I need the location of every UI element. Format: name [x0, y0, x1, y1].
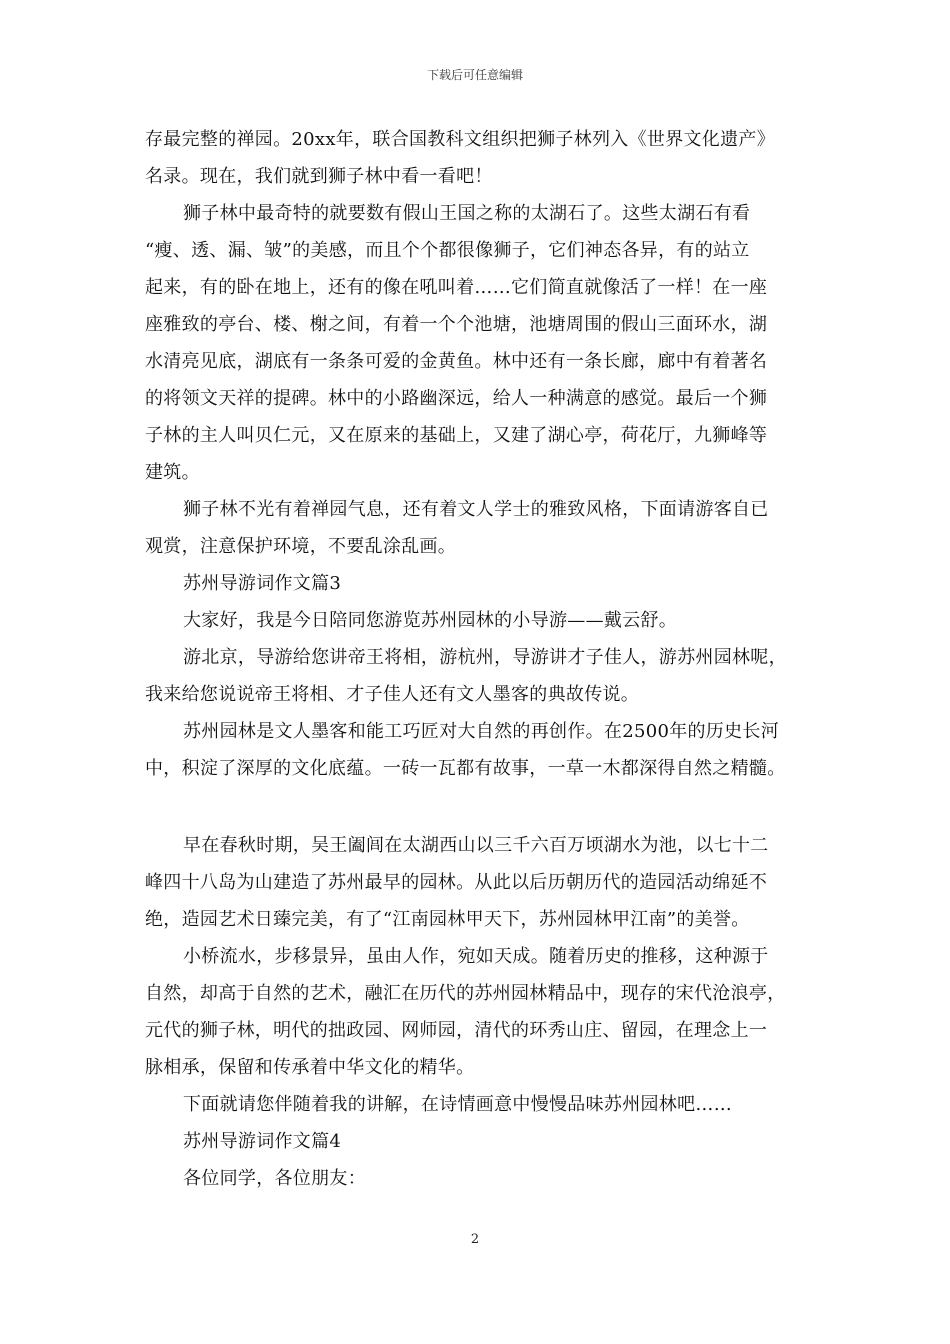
text-line: 脉相承，保留和传承着中华文化的精华。	[145, 1057, 475, 1078]
text-line: 名录。现在，我们就到狮子林中看一看吧！	[145, 166, 493, 187]
text-line: 中，积淀了深厚的文化底蕴。一砖一瓦都有故事，一草一木都深得自然之精髓。	[145, 758, 786, 779]
text-line: 狮子林中最奇特的就要数有假山王国之称的太湖石了。这些太湖石有看	[183, 203, 751, 224]
text-line: 水清亮见底，湖底有一条条可爱的金黄鱼。林中还有一条长廊，廊中有着著名	[145, 351, 768, 372]
text-line: 的将领文天祥的提碑。林中的小路幽深远，给人一种满意的感觉。最后一个狮	[145, 388, 768, 409]
section-heading: 苏州导游词作文篇4	[183, 1131, 342, 1152]
text-line: 存最完整的禅园。20xx年，联合国教科文组织把狮子林列入《世界文化遗产》	[145, 129, 776, 150]
page-header: 下载后可任意编辑	[426, 68, 523, 82]
text-line: 峰四十八岛为山建造了苏州最早的园林。从此以后历朝历代的造园活动绵延不	[145, 872, 768, 893]
document-body	[145, 121, 807, 1197]
text-line: 狮子林不光有着禅园气息，还有着文人学士的雅致风格，下面请游客自已	[183, 499, 769, 520]
text-line: 起来，有的卧在地上，还有的像在吼叫着……它们简直就像活了一样！在一座	[145, 277, 768, 298]
text-line: 大家好，我是今日陪同您游览苏州园林的小导游——戴云舒。	[183, 610, 678, 631]
text-line: 座雅致的亭台、楼、榭之间，有着一个个池塘，池塘周围的假山三面环水，湖	[145, 314, 768, 335]
paragraph-gap	[145, 787, 807, 827]
text-line: 绝，造园艺术日臻完美，有了“江南园林甲天下，苏州园林甲江南”的美誉。	[145, 909, 750, 930]
text-line: 自然，却高于自然的艺术，融汇在历代的苏州园林精品中，现存的宋代沧浪亭，	[145, 983, 786, 1004]
text-line: 下面就请您伴随着我的讲解，在诗情画意中慢慢品味苏州园林吧……	[183, 1094, 732, 1115]
section-heading: 苏州导游词作文篇3	[183, 573, 342, 594]
text-line: 观赏，注意保护环境，不要乱涂乱画。	[145, 536, 457, 557]
text-line: 建筑。	[145, 462, 200, 483]
text-line: 我来给您说说帝王将相、才子佳人还有文人墨客的典故传说。	[145, 684, 640, 705]
text-line: 游北京，导游给您讲帝王将相，游杭州，导游讲才子佳人，游苏州园林呢，	[183, 647, 787, 668]
text-line: 子林的主人叫贝仁元，又在原来的基础上，又建了湖心亭，荷花厅，九狮峰等	[145, 425, 768, 446]
page-number: 2	[470, 1232, 480, 1247]
text-line: “瘦、透、漏、皱”的美感，而且个个都很像狮子，它们神态各异，有的站立	[145, 240, 750, 261]
text-line: 元代的狮子林，明代的拙政园、网师园，清代的环秀山庄、留园，在理念上一	[145, 1020, 768, 1041]
text-line: 早在春秋时期，吴王阖闾在太湖西山以三千六百万顷湖水为池，以七十二	[183, 835, 769, 856]
text-line: 各位同学，各位朋友：	[183, 1168, 366, 1189]
text-line: 苏州园林是文人墨客和能工巧匠对大自然的再创作。在2500年的历史长河	[183, 721, 780, 742]
text-line: 小桥流水，步移景异，虽由人作，宛如天成。随着历史的推移，这种源于	[183, 946, 769, 967]
